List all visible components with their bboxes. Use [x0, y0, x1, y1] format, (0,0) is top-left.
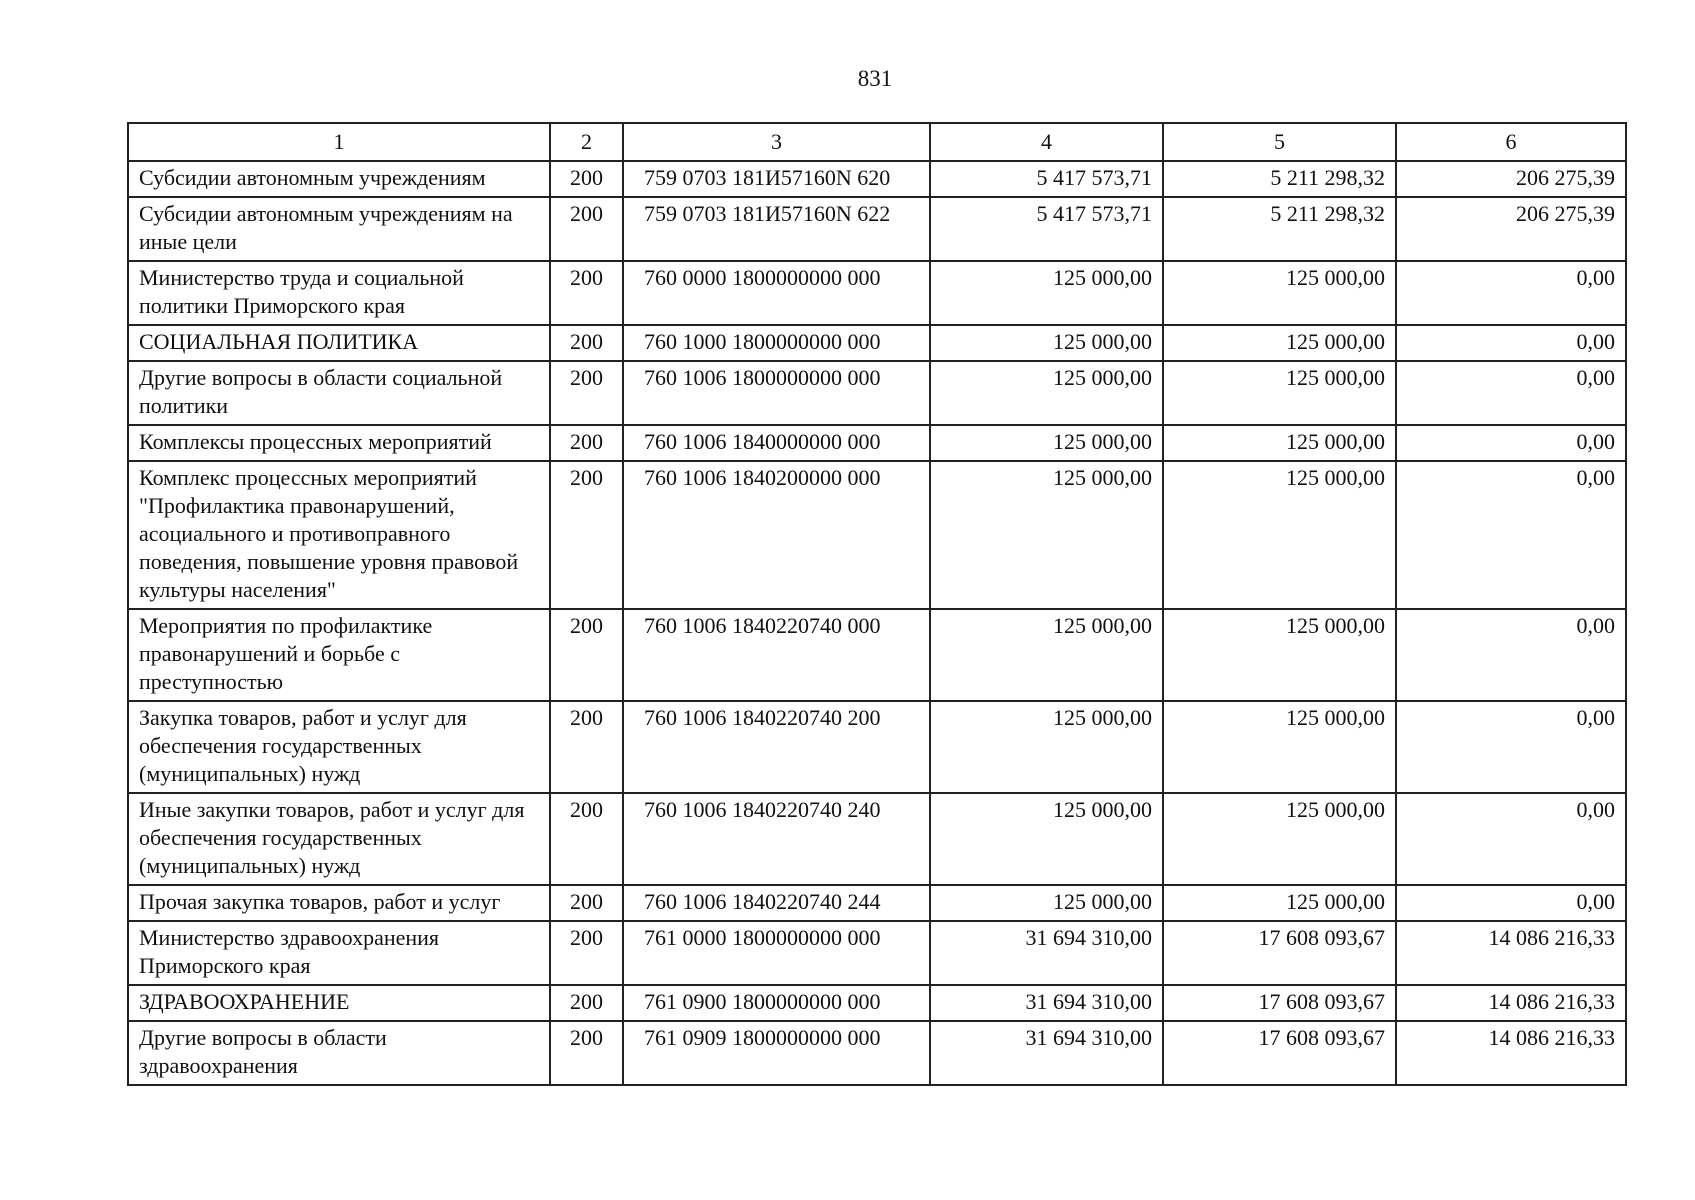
table-row	[128, 361, 1626, 425]
row-name-cell: Министерство здравоохранения Приморского края	[128, 921, 550, 985]
row-value-col6-cell: 0,00	[1396, 885, 1626, 921]
table-row	[128, 161, 1626, 197]
column-header: 3	[623, 123, 930, 161]
row-value-col6-cell: 0,00	[1396, 701, 1626, 793]
row-code-cell: 200	[550, 1021, 623, 1085]
column-header: 1	[128, 123, 550, 161]
table-row	[128, 885, 1626, 921]
row-value-col4-cell: 5 417 573,71	[930, 161, 1163, 197]
row-name-cell: Другие вопросы в области здравоохранения	[128, 1021, 550, 1085]
row-code-cell: 200	[550, 885, 623, 921]
column-header: 2	[550, 123, 623, 161]
row-value-col4-cell: 125 000,00	[930, 261, 1163, 325]
row-kbk-cell: 760 1006 1840220740 200	[623, 701, 930, 793]
table-row	[128, 921, 1626, 985]
row-value-col5-cell: 125 000,00	[1163, 425, 1396, 461]
table-row	[128, 701, 1626, 793]
row-kbk-cell: 759 0703 181И57160N 620	[623, 161, 930, 197]
row-name-cell: Мероприятия по профилактике правонарушений и борьбе с преступностью	[128, 609, 550, 701]
row-name-cell: Другие вопросы в области социальной политики	[128, 361, 550, 425]
row-name-cell: Иные закупки товаров, работ и услуг для обеспечения государственных (муниципальных) нужд	[128, 793, 550, 885]
row-value-col4-cell: 5 417 573,71	[930, 197, 1163, 261]
row-name-cell: ЗДРАВООХРАНЕНИЕ	[128, 985, 550, 1021]
row-name-cell: Комплексы процессных мероприятий	[128, 425, 550, 461]
table-row	[128, 197, 1626, 261]
row-code-cell: 200	[550, 461, 623, 609]
row-value-col4-cell: 31 694 310,00	[930, 985, 1163, 1021]
column-header: 5	[1163, 123, 1396, 161]
row-code-cell: 200	[550, 985, 623, 1021]
row-value-col5-cell: 5 211 298,32	[1163, 161, 1396, 197]
row-kbk-cell: 760 1006 1840220740 244	[623, 885, 930, 921]
table-header-row	[128, 123, 1626, 161]
table-row	[128, 325, 1626, 361]
table-row	[128, 461, 1626, 609]
row-code-cell: 200	[550, 161, 623, 197]
row-value-col4-cell: 125 000,00	[930, 425, 1163, 461]
row-value-col5-cell: 125 000,00	[1163, 461, 1396, 609]
row-value-col5-cell: 125 000,00	[1163, 609, 1396, 701]
row-value-col6-cell: 0,00	[1396, 325, 1626, 361]
row-value-col4-cell: 31 694 310,00	[930, 1021, 1163, 1085]
row-kbk-cell: 759 0703 181И57160N 622	[623, 197, 930, 261]
row-name-cell: Субсидии автономным учреждениям на иные цели	[128, 197, 550, 261]
row-code-cell: 200	[550, 793, 623, 885]
row-value-col5-cell: 125 000,00	[1163, 701, 1396, 793]
row-name-cell: Закупка товаров, работ и услуг для обеспечения государственных (муниципальных) нужд	[128, 701, 550, 793]
row-value-col6-cell: 206 275,39	[1396, 197, 1626, 261]
row-code-cell: 200	[550, 425, 623, 461]
row-value-col6-cell: 14 086 216,33	[1396, 921, 1626, 985]
row-value-col5-cell: 17 608 093,67	[1163, 985, 1396, 1021]
row-kbk-cell: 761 0909 1800000000 000	[623, 1021, 930, 1085]
table-row	[128, 1021, 1626, 1085]
row-name-cell: Комплекс процессных мероприятий "Профилактика правонарушений, асоциального и противоправного поведения, повышение уровня правовой культуры населения"	[128, 461, 550, 609]
budget-table	[127, 122, 1627, 1086]
row-value-col4-cell: 125 000,00	[930, 885, 1163, 921]
row-code-cell: 200	[550, 361, 623, 425]
column-header: 4	[930, 123, 1163, 161]
row-value-col5-cell: 17 608 093,67	[1163, 921, 1396, 985]
row-name-cell: Субсидии автономным учреждениям	[128, 161, 550, 197]
row-code-cell: 200	[550, 921, 623, 985]
row-value-col4-cell: 31 694 310,00	[930, 921, 1163, 985]
table-row	[128, 609, 1626, 701]
row-name-cell: Прочая закупка товаров, работ и услуг	[128, 885, 550, 921]
row-value-col4-cell: 125 000,00	[930, 461, 1163, 609]
table-row	[128, 985, 1626, 1021]
row-value-col6-cell: 0,00	[1396, 461, 1626, 609]
column-header: 6	[1396, 123, 1626, 161]
row-value-col5-cell: 17 608 093,67	[1163, 1021, 1396, 1085]
row-value-col6-cell: 0,00	[1396, 609, 1626, 701]
row-kbk-cell: 760 1000 1800000000 000	[623, 325, 930, 361]
row-value-col5-cell: 125 000,00	[1163, 261, 1396, 325]
row-code-cell: 200	[550, 197, 623, 261]
row-value-col4-cell: 125 000,00	[930, 609, 1163, 701]
row-value-col5-cell: 125 000,00	[1163, 325, 1396, 361]
page-number: 831	[857, 66, 893, 91]
row-code-cell: 200	[550, 261, 623, 325]
row-value-col6-cell: 14 086 216,33	[1396, 1021, 1626, 1085]
table-row	[128, 793, 1626, 885]
row-value-col4-cell: 125 000,00	[930, 793, 1163, 885]
row-value-col5-cell: 125 000,00	[1163, 361, 1396, 425]
row-kbk-cell: 760 1006 1840000000 000	[623, 425, 930, 461]
row-value-col5-cell: 5 211 298,32	[1163, 197, 1396, 261]
row-value-col6-cell: 0,00	[1396, 425, 1626, 461]
row-name-cell: СОЦИАЛЬНАЯ ПОЛИТИКА	[128, 325, 550, 361]
row-value-col6-cell: 0,00	[1396, 793, 1626, 885]
row-value-col6-cell: 0,00	[1396, 361, 1626, 425]
row-code-cell: 200	[550, 325, 623, 361]
row-kbk-cell: 761 0000 1800000000 000	[623, 921, 930, 985]
row-kbk-cell: 760 1006 1840200000 000	[623, 461, 930, 609]
row-value-col4-cell: 125 000,00	[930, 325, 1163, 361]
row-kbk-cell: 760 1006 1840220740 240	[623, 793, 930, 885]
row-value-col6-cell: 206 275,39	[1396, 161, 1626, 197]
row-value-col4-cell: 125 000,00	[930, 701, 1163, 793]
table-row	[128, 425, 1626, 461]
row-kbk-cell: 760 1006 1840220740 000	[623, 609, 930, 701]
row-value-col6-cell: 0,00	[1396, 261, 1626, 325]
row-code-cell: 200	[550, 701, 623, 793]
row-kbk-cell: 760 0000 1800000000 000	[623, 261, 930, 325]
row-value-col5-cell: 125 000,00	[1163, 793, 1396, 885]
row-value-col6-cell: 14 086 216,33	[1396, 985, 1626, 1021]
table-row	[128, 261, 1626, 325]
row-value-col5-cell: 125 000,00	[1163, 885, 1396, 921]
row-kbk-cell: 760 1006 1800000000 000	[623, 361, 930, 425]
row-code-cell: 200	[550, 609, 623, 701]
row-value-col4-cell: 125 000,00	[930, 361, 1163, 425]
row-kbk-cell: 761 0900 1800000000 000	[623, 985, 930, 1021]
row-name-cell: Министерство труда и социальной политики Приморского края	[128, 261, 550, 325]
